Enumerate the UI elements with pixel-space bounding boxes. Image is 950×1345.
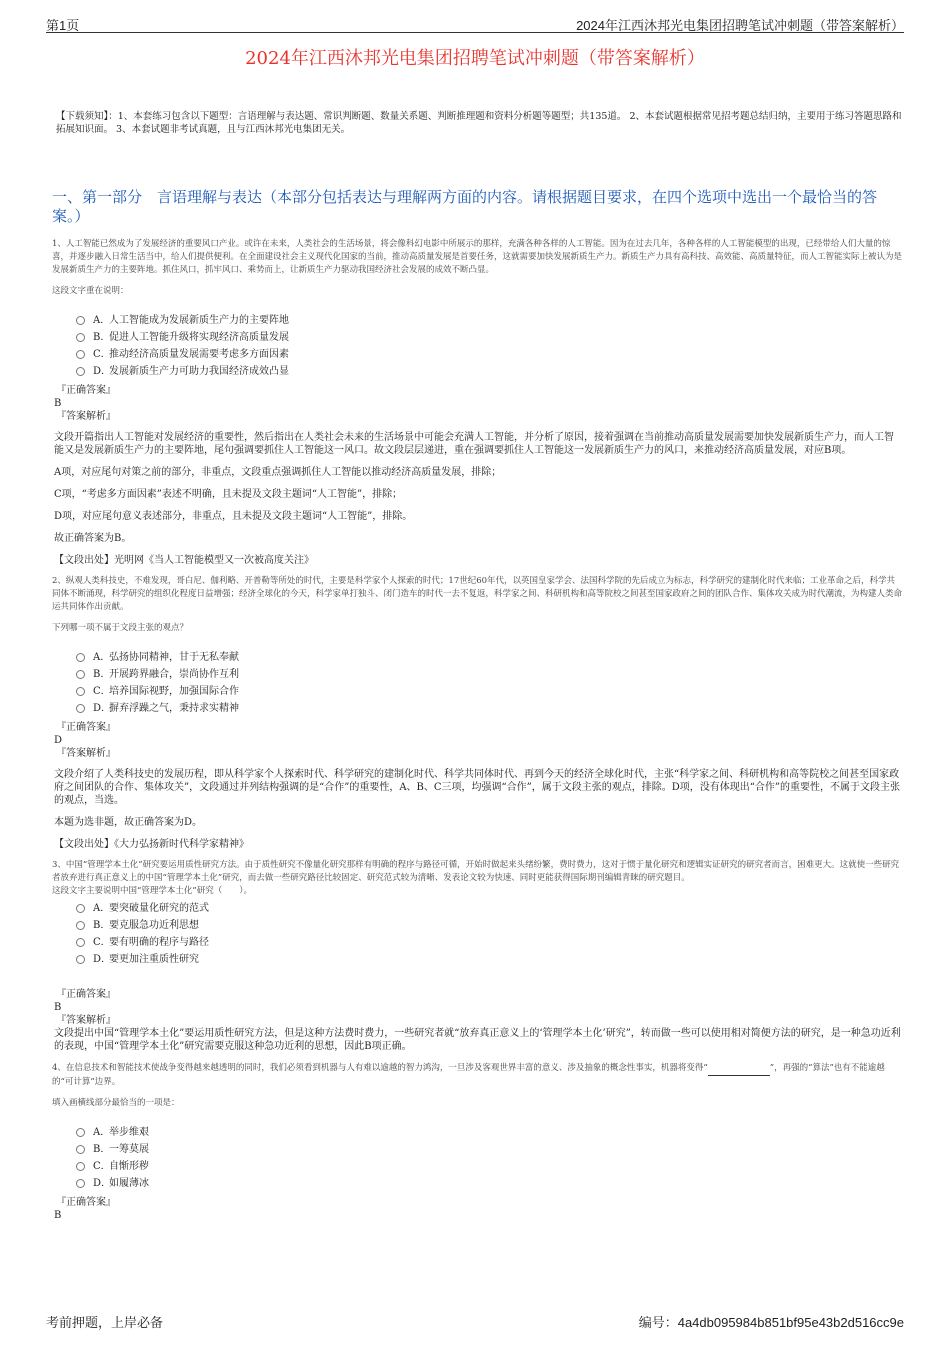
question-text: 3、中国“管理学本土化”研究要运用质性研究方法。由于质性研究不像量化研究那样有明确的程序与路径可循，开始时做起来头绪纷繁，费时费力，这对于惯于量化研究和逻辑实证研究的研究者而言，困难更大。这就使一些研究者放弃进行真正意义上的中国“管理学本土化”研究，而去做一些研究路径比较固定、研究范式较为清晰、发表论文较为快速、同时更能获得国际期刊编辑青睐的研究题目。 bbox=[52, 860, 900, 883]
explanation-label: 『答案解析』 bbox=[56, 1015, 116, 1026]
radio-icon[interactable] bbox=[76, 1179, 85, 1188]
radio-icon[interactable] bbox=[76, 653, 85, 662]
radio-icon[interactable] bbox=[76, 1145, 85, 1154]
option-a[interactable]: A． 举步维艰 bbox=[76, 1124, 902, 1141]
explanation-paragraph: 文段介绍了人类科技史的发展历程，即从科学家个人探索时代、科学研究的建制化时代、科学共同体时代、再到今天的经济全球化时代，主张“科学家之间、科研机构和高等院校之间甚至国家政府之间团队的合作、集体攻关”，文段通过并列结构强调的是“合作”的重要性，A、B、C三项，均强调“合作”，属于文段主张的观点，排除。D项，没有体现出“合作”的重要性，不属于文段主张的观点，当选。 bbox=[54, 769, 901, 806]
document-body bbox=[52, 110, 902, 1222]
option-list bbox=[76, 312, 902, 380]
answer-label: 『正确答案』 bbox=[56, 385, 116, 396]
option-a[interactable]: A． 人工智能成为发展新质生产力的主要阵地 bbox=[76, 312, 902, 329]
document-title: 2024年江西沐邦光电集团招聘笔试冲刺题（带答案解析） bbox=[245, 48, 705, 69]
explanation-paragraph: 文段提出中国“管理学本土化”要运用质性研究方法，但是这种方法费时费力，一些研究者就“放弃真正意义上的‘管理学本土化’研究”，转而做一些可以使用相对简便方法的研究，是一种急功近利的表现，中国“管理学本土化”研究需要克服这种急功近利的思想，因此B项正确。 bbox=[54, 1028, 901, 1052]
radio-icon[interactable] bbox=[76, 333, 85, 342]
option-b[interactable]: B． 促进人工智能升级将实现经济高质量发展 bbox=[76, 329, 902, 346]
explanation bbox=[54, 1027, 902, 1053]
option-c[interactable]: C． 要有明确的程序与路径 bbox=[76, 934, 902, 951]
option-d[interactable]: D． 如履薄冰 bbox=[76, 1175, 902, 1192]
answer-value: B bbox=[54, 1210, 62, 1221]
question-prompt: 这段文字主要说明中国“管理学本土化”研究（ ）。 bbox=[52, 886, 252, 896]
explanation-paragraph: D项，对应尾句意义表述部分，非重点，且未提及文段主题词“人工智能”，排除。 bbox=[54, 511, 413, 522]
question-1 bbox=[52, 238, 902, 567]
explanation-paragraph: 本题为选非题，故正确答案为D。 bbox=[54, 817, 203, 828]
option-d[interactable]: D． 摒弃浮躁之气，秉持求实精神 bbox=[76, 700, 902, 717]
radio-icon[interactable] bbox=[76, 704, 85, 713]
footer-slogan: 考前押题，上岸必备 bbox=[46, 1315, 164, 1330]
option-c[interactable]: C． 培养国际视野，加强国际合作 bbox=[76, 683, 902, 700]
page-number: 第1页 bbox=[46, 18, 80, 33]
question-2 bbox=[52, 575, 902, 851]
radio-icon[interactable] bbox=[76, 955, 85, 964]
question-text: 2、纵观人类科技史，不难发现，哥白尼、伽利略、开普勒等所处的时代，主要是科学家个人探索的时代；17世纪60年代，以英国皇家学会、法国科学院的先后成立为标志，科学研究的建制化时代来临；工业革命之后，科学共同体不断涌现，科学研究的组织化程度日益增强；经济全球化的今天，科学家单打独斗、闭门造车的时代一去不复返，科学家之间、科研机构和高等院校之间甚至国家政府之间的团队合作、集体攻关成为时代潮流，为构建人类命运共同体作出贡献。 bbox=[52, 576, 903, 612]
option-d[interactable]: D． 要更加注重质性研究 bbox=[76, 951, 902, 968]
answer-value: B bbox=[54, 398, 62, 409]
answer-value: B bbox=[54, 1002, 62, 1013]
radio-icon[interactable] bbox=[76, 1162, 85, 1171]
source-citation: 【文段出处】光明网《当人工智能模型又一次被高度关注》 bbox=[54, 555, 314, 566]
source-citation: 【文段出处】《大力弘扬新时代科学家精神》 bbox=[54, 839, 249, 850]
radio-icon[interactable] bbox=[76, 921, 85, 930]
section-heading: 一、第一部分 言语理解与表达（本部分包括表达与理解两方面的内容。请根据题目要求，在四个选项中选出一个最恰当的答案。） bbox=[52, 188, 878, 225]
radio-icon[interactable] bbox=[76, 316, 85, 325]
option-list bbox=[76, 649, 902, 717]
page-header bbox=[46, 14, 904, 33]
option-b[interactable]: B． 开展跨界融合，崇尚协作互利 bbox=[76, 666, 902, 683]
explanation-paragraph: A项，对应尾句对策之前的部分，非重点，文段重点强调抓住人工智能以推动经济高质量发展，排除； bbox=[54, 467, 502, 478]
explanation bbox=[54, 431, 902, 545]
question-prompt: 下列哪一项不属于文段主张的观点？ bbox=[52, 623, 189, 633]
radio-icon[interactable] bbox=[76, 938, 85, 947]
explanation-paragraph: 故正确答案为B。 bbox=[54, 533, 132, 544]
radio-icon[interactable] bbox=[76, 687, 85, 696]
answer-label: 『正确答案』 bbox=[56, 989, 116, 1000]
option-a[interactable]: A． 弘扬协同精神，甘于无私奉献 bbox=[76, 649, 902, 666]
option-b[interactable]: B． 一筹莫展 bbox=[76, 1141, 902, 1158]
explanation-paragraph: C项，“考虑多方面因素”表述不明确，且未提及文段主题词“人工智能”，排除； bbox=[54, 489, 403, 500]
explanation-paragraph: 文段开篇指出人工智能对发展经济的重要性，然后指出在人类社会未来的生活场景中可能会充满人工智能，并分析了原因，接着强调在当前推动高质量发展需要加快发展新质生产力，而人工智能又是发展新质生产力的主要阵地，尾句强调要抓住人工智能这一风口。故文段层层递进，重在强调要抓住人工智能这一发展新质生产力的风口，来推动经济高质量发展，对应B项。 bbox=[54, 432, 894, 456]
download-notice: 【下载须知】：1、本套练习包含以下题型：言语理解与表达题、常识判断题、数量关系题、判断推理题和资料分析题等题型；共135道。 2、本套试题根据常见招考题总结归纳，主要用于练习答题思路和拓展知识面。 3、本套试题非考试真题，且与江西沐邦光电集团无关。 bbox=[56, 111, 902, 135]
option-c[interactable]: C． 推动经济高质量发展需要考虑多方面因素 bbox=[76, 346, 902, 363]
question-prompt: 这段文字重在说明： bbox=[52, 286, 129, 296]
radio-icon[interactable] bbox=[76, 367, 85, 376]
option-list bbox=[76, 900, 902, 968]
answer-value: D bbox=[54, 735, 63, 746]
explanation bbox=[54, 768, 902, 829]
question-prompt: 填入画横线部分最恰当的一项是： bbox=[52, 1098, 180, 1108]
answer-label: 『正确答案』 bbox=[56, 722, 116, 733]
header-doc-title: 2024年江西沐邦光电集团招聘笔试冲刺题（带答案解析） bbox=[576, 18, 904, 33]
question-text: 4、在信息技术和智能技术使战争变得越来越透明的同时，我们必须看到机器与人有难以逾越的智力鸿沟，一旦涉及客观世界丰富的意义、涉及抽象的概念性事实，机器将变得“ ”，再强的“算法”也有不能逾越的“可计算”边界。 bbox=[52, 1063, 885, 1087]
explanation-label: 『答案解析』 bbox=[56, 411, 116, 422]
option-d[interactable]: D． 发展新质生产力可助力我国经济成效凸显 bbox=[76, 363, 902, 380]
radio-icon[interactable] bbox=[76, 904, 85, 913]
fill-blank bbox=[708, 1062, 770, 1076]
radio-icon[interactable] bbox=[76, 350, 85, 359]
radio-icon[interactable] bbox=[76, 670, 85, 679]
option-list bbox=[76, 1124, 902, 1192]
question-3 bbox=[52, 859, 902, 1053]
option-b[interactable]: B． 要克服急功近利思想 bbox=[76, 917, 902, 934]
radio-icon[interactable] bbox=[76, 1128, 85, 1137]
question-4 bbox=[52, 1062, 902, 1222]
document-code: 编号：4a4db095984b851bf95e43b2d516cc9e bbox=[638, 1315, 904, 1330]
option-c[interactable]: C． 自惭形秽 bbox=[76, 1158, 902, 1175]
answer-label: 『正确答案』 bbox=[56, 1197, 116, 1208]
question-text: 1、人工智能已然成为了发展经济的重要风口产业。或许在未来，人类社会的生活场景，将会像科幻电影中所展示的那样，充满各种各样的人工智能。因为在过去几年，各种各样的人工智能模型的出现，已经带给人们大量的惊喜，并逐步融入日常生活当中，给人们提供便利。在全面建设社会主义现代化国家的当前，推动高质量发展是首要任务，这就需要加快发展新质生产力。新质生产力具有高科技、高效能、高质量特征，而人工智能实际上被认为是发展新质生产力的主要阵地。抓住风口，抓牢风口、乘势而上，让新质生产力驱动我国经济社会发展的成效不断凸显。 bbox=[52, 239, 903, 275]
explanation-label: 『答案解析』 bbox=[56, 748, 116, 759]
option-a[interactable]: A． 要突破量化研究的范式 bbox=[76, 900, 902, 917]
